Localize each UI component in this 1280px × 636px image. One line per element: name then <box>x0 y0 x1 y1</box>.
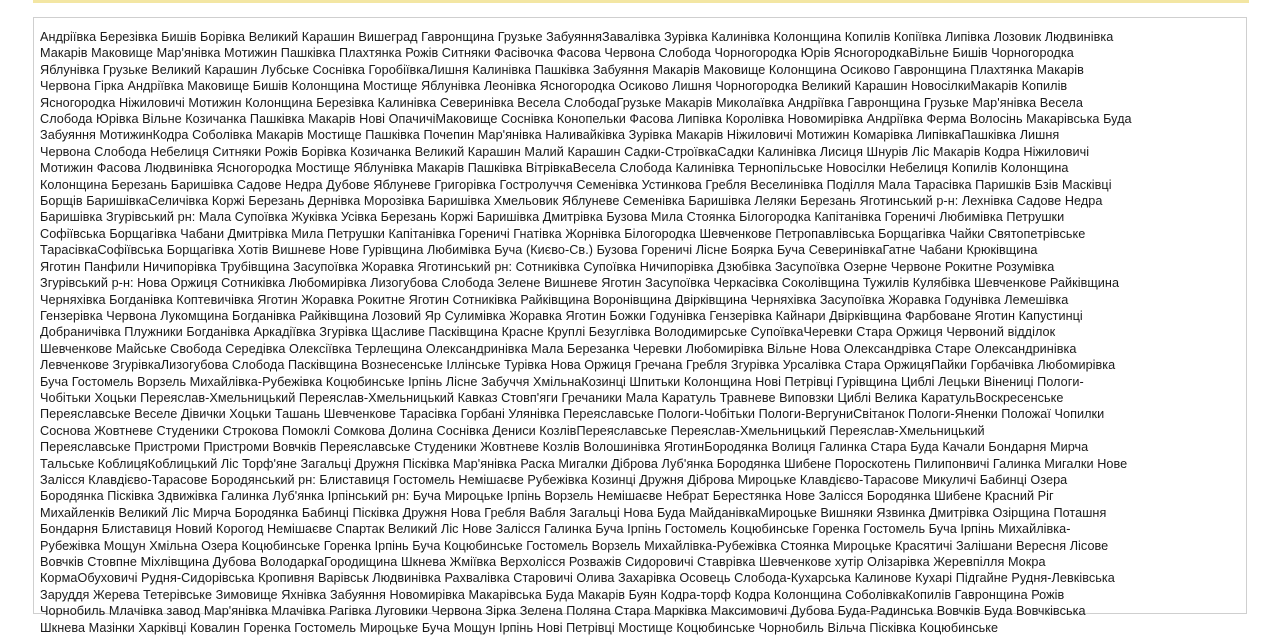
text-line: Яблунівка Грузьке Великий Карашин Лубське Соснівка ГоробіївкаЛишня Калинівка Пашківка Забуяння Макарів Маковище Колонщина Осиково Гавронщина Плахтянка Макарів <box>40 62 1084 77</box>
text-line: Забуяння МотижинКодра Соболівка Макарів Мостище Пашківка Почепин Мар'янівка Наливайківка Зурівка Макарів Ніжиловичі Мотижин Комарівка ЛипівкаПашківка Лишня <box>40 128 1060 143</box>
text-line: Яготин Панфили Ничипорівка Трубівщина Засупоївка Жоравка Яготинський рн: Сотниківка Супоївка Ничипорівка Дзюбівка Засупоївка Озерне Червоне Рокитне Розумівка <box>40 259 1055 274</box>
text-line: Шкнева Мазінки Харківці Ковалин Горенка Гостомель Мироцьке Буча Мощун Ірпінь Нові Петрівці Мостище Коцюбинське Чорнобиль Вільча Пісківка Коцюбинське <box>40 620 999 635</box>
text-line: ТарасівкаСофіївська Борщагівка Хотів Вишневе Нове Гурівщина Любимівка Буча (Києво-Св.) Бузова Гореничі Лісне Боярка Буча СеверинівкаГатне Чабани Крюківщина <box>40 243 1038 258</box>
text-line: Андріївка Березівка Бишів Борівка Великий Карашин Вишеград Гавронщина Грузьке ЗабуянняЗавалівка Зурівка Калинівка Колонщина Копилів Копіївка Липівка Лозовик Людвинівка <box>40 30 1114 44</box>
text-line: Заруддя Жерева Тетерівське Зимовище Яхнівка Забуяння Новомирівка Макарівська Буда Макарів Буян Кодра-торф Кодра Колонщина СоболівкаКопилів Гавронщина Рожів <box>40 587 1065 602</box>
text-line: Рубежівка Мощун Хмільна Озера Коцюбинське Горенка Ірпінь Буча Коцюбинське Гостомель Ворзель Михайлівка-Рубежівка Стоянка Мироцьке Красятичі Залішани Вересня Лісове <box>40 538 1109 553</box>
text-line: Ясногородка Ніжиловичі Мотижин Колонщина Березівка Калинівка Северинівка Весела СлободаГрузьке Макарів Миколаївка Андріївка Гавронщина Грузьке Мар'янівка Весела <box>40 95 1083 110</box>
text-line: Баришівка Згурівський рн: Мала Супоївка Жуківка Усівка Березань Коржі Баришівка Дмитрівка Бузова Мила Стоянка Білогородка Капітанівка Гореничі Любимівка Петрушки <box>40 210 1065 225</box>
text-line: Черняхівка Богданівка Коптевичівка Яготин Жоравка Рокитне Яготин Сотниківка Райківщина Воронівщина Двірківщина Черняхівка Засупоївка Жоравка Годунівка Лемешівка <box>40 292 1069 307</box>
settlement-list-text <box>40 29 1246 636</box>
text-line: Вовчків Стовпне Міхлівщина Дубова ВолодаркаГородищина Шкнева Жміївка Верхолісся Розважів Сидоровичі Ставрівка Шевченкове хутір Олізарівка Жеревпілля Мокра <box>40 555 1046 569</box>
text-line: Гензерівка Червона Лукомщина Богданівка Райківщина Лозовий Яр Сулимівка Жоравка Яготин Божки Годунівка Гензерівка Кайнари Двірківщина Фарбоване Яготин Капустинці <box>40 308 1083 323</box>
text-line: Левченкове ЗгурівкаЛизогубова Слобода Пасківщина Вознесенське Іллінське Турівка Нова Оржиця Гречана Гребля Згурівка Урсалівка Стара ОржицяПайки Горбачівка Любомирівка <box>40 358 1116 373</box>
document-panel <box>33 17 1247 635</box>
text-line: Буча Гостомель Ворзель Михайлівка-Рубежівка Коцюбинське Ірпінь Лісне Забуччя ХмільнаКозинці Шпитьки Колонщина Нові Петрівці Гурівщина Циблі Лецьки Вінениці Пологи- <box>40 374 1084 389</box>
text-line: Переяславське Пристроми Пристроми Вовчків Переяславське Студеники Жовтневе Козлів Волошинівка ЯготинБородянка Волиця Галинка Стара Буда Качали Бондарня Мирча <box>40 440 1089 455</box>
text-line: Червона Гірка Андріївка Маковище Бишів Колонщина Мостище Яблунівка Леонівка Ясногородка Осиково Лишня Чорногородка Великий Карашин НовосілкиМакарів Копилів <box>40 79 1068 94</box>
text-line: Бородянка Пісківка Здвижівка Галинка Луб'янка Ірпінський рн: Буча Мироцьке Ірпінь Ворзель Немішаєве Небрат Берестянка Нове Залісся Бородянка Шибене Красний Ріг <box>40 489 1054 504</box>
top-band <box>0 0 1280 12</box>
text-line: Добраничівка Плужники Богданівка Аркадіївка Згурівка Щасливе Пасківщина Красне Круплі Безуглівка Володимирське СупоївкаЧеревки Стара Оржиця Червоний відділок <box>40 325 1056 340</box>
text-line: Макарів Маковище Мар'янівка Мотижин Пашківка Плахтянка Рожів Ситняки Фасівочка Фасова Червона Слобода Чорногородка Юрів ЯсногородкаВільне Бишів Чорногородка <box>40 46 1074 61</box>
text-line: Соснова Жовтневе Студеники Строкова Помоклі Сомкова Долина Соснівка Дениси КозлівПереяславське Переяслав-Хмельницький Переяслав-Хмельницький <box>40 423 985 438</box>
text-line: Червона Слобода Небелиця Ситняки Рожів Борівка Козичанка Великий Карашин Малий Карашин Садки-СтроївкаСадки Калинівка Лисиця Шнурів Ліс Макарів Кодра Ніжиловичі <box>40 144 1090 159</box>
text-line: Борщів БаришівкаСеличівка Коржі Березань Дернівка Морозівка Баришівка Хмельовик Яблуневе Семенівка Баришівка Леляки Березань Яготинський р-н: Лехнівка Садове Недра <box>40 194 1103 209</box>
text-line: Тальське КоблицяКоблицький Ліс Торф'яне Загальці Дружня Пісківка Мар'янівка Раска Мигалки Діброва Луб'янка Бородянка Шибене Пороскотень Пилипонвичі Галинка Мигалки Нове <box>40 456 1128 471</box>
text-line: Залісся Клавдієво-Тарасове Бородянський рн: Блиставиця Гостомель Немішаєве Рубежівка Козинці Дружня Діброва Мироцьке Клавдієво-Тарасове Микуличі Бабинці Озера <box>40 472 1068 487</box>
text-line: Бондарня Блиставиця Новий Корогод Немішаєве Спартак Великий Ліс Нове Залісся Галинка Буча Ірпінь Гостомель Коцюбинське Горенка Гостомель Буча Ірпінь Михайлівка- <box>40 522 1071 537</box>
text-line: Шевченкове Майське Свобода Середівка Олексіївка Терлещина Олександринівка Мала Березанка Черевки Любомирівка Вільне Нова Олександрівка Старе Олександринівка <box>40 341 1077 356</box>
text-line: Згурівський р-н: Нова Оржиця Сотниківка Любомирівка Лизогубова Слобода Зелене Вишневе Яготин Засупоївка Черкасівка Соколівщина Тужилів Кулябівка Шевченкове Райківщина <box>40 276 1120 291</box>
text-line: Чобітьки Хоцьки Переяслав-Хмельницький Переяслав-Хмельницький Кавказ Стовп'яги Гречаники Мала Каратуль Травневе Виповзки Циблі Велика КаратульВоскресенське <box>40 390 1064 405</box>
text-line: Слобода Юрівка Вільне Козичанка Пашківка Макарів Нові ОпачичіМаковище Соснівка Конопельки Фасова Липівка Королівка Новомирівка Андріївка Ферма Волосінь Макарівська Буда <box>40 112 1132 127</box>
text-line: Переяславське Веселе Дівички Хоцьки Ташань Шевченкове Тарасівка Горбані Улянівка Переяславське Пологи-Чобітьки Пологи-ВергуниСвітанок Пологи-Яненки Положаї Чопилки <box>40 407 1105 422</box>
top-stripe <box>33 0 1249 3</box>
text-line: Софіївська Борщагівка Чабани Дмитрівка Мила Петрушки Капітанівка Гореничі Гнатівка Жорнівка Білогородка Шевченкове Петропавлівська Борщагівка Чайки Святопетрівське <box>40 226 1086 241</box>
text-line: Михайленків Великий Ліс Мирча Бородянка Бабинці Пісківка Дружня Нова Гребля Вабля Загальці Нова Буда МайданівкаМироцьке Вишняки Язвинка Дмитрівка Озірщина Поташня <box>40 505 1107 520</box>
text-line: Колонщина Березань Баришівка Садове Недра Дубове Яблуневе Григорівка Гостролуччя Семенівка Устинкова Гребля Веселинівка Поділля Мала Тарасівка Паришків Бзів Масківці <box>40 177 1112 192</box>
text-line: Мотижин Фасова Людвинівка Ясногородка Мостище Яблунівка Макарів Пашківка ВітрівкаВесела Слобода Калинівка Тернопільське Новосілки Небелиця Копилів Колонщина <box>40 161 1069 176</box>
text-line: КормаОбуховичі Рудня-Сидорівська Кропивня Варівськ Людвинівка Рахвалівка Старовичі Олива Захарівка Осовець Слобода-Кухарська Калинове Кухарі Підгайне Рудня-Левківська <box>40 571 1115 586</box>
text-line: Чорнобиль Млачівка завод Мар'янівка Млачівка Рагівка Луговики Червона Зірка Зелена Поляна Стара Марківка Максимовичі Дубова Буда-Радинська Вовчків Буда Вовчківська <box>40 604 1086 619</box>
